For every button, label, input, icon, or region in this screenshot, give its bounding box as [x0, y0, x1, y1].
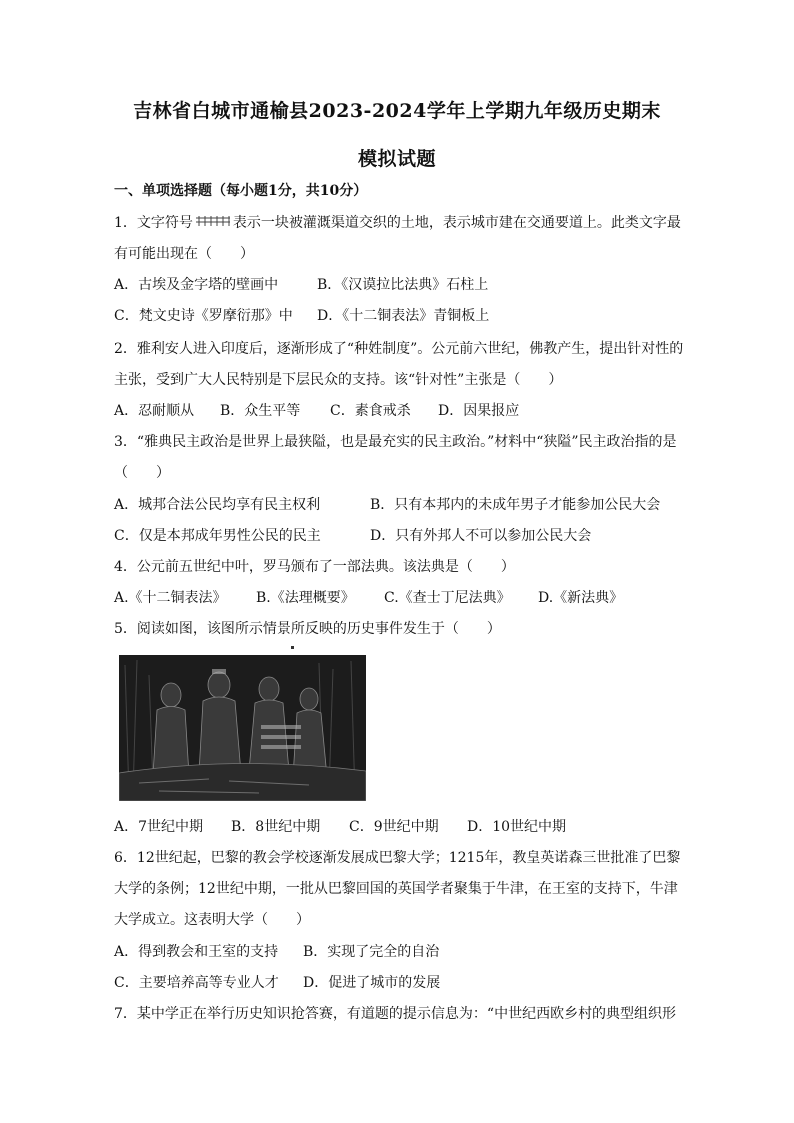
- q3-stem-line2: （ ）: [114, 465, 170, 481]
- q2-option-d: D．因果报应: [438, 403, 520, 419]
- q6-option-d: D．促进了城市的发展: [303, 975, 441, 991]
- q2-stem-line2: 主张，受到广大人民特别是下层民众的支持。该“针对性”主张是（ ）: [114, 372, 563, 388]
- q6-stem-line3: 大学成立。这表明大学（ ）: [114, 912, 310, 928]
- q5-option-a: A．7世纪中期: [114, 819, 204, 835]
- q6-stem-line2: 大学的条例；12世纪中期，一批从巴黎回国的英国学者聚集于牛津，在王室的支持下，牛津: [114, 881, 678, 897]
- scan-speck: [291, 646, 294, 649]
- q1-option-d: D．《十二铜表法》青铜板上: [317, 308, 490, 324]
- exam-title-line2: 模拟试题: [357, 148, 436, 170]
- q6-option-b: B．实现了完全的自治: [303, 944, 440, 960]
- q7-stem: 7．某中学正在举行历史知识抢答赛，有道题的提示信息为：“中世纪西欧乡村的典型组织形: [114, 1006, 677, 1022]
- q2-option-a: A．忍耐顺从: [114, 403, 195, 419]
- q1-option-c: C．梵文史诗《罗摩衍那》中: [114, 308, 293, 324]
- q1-stem-part-b: 表示一块被灌溉渠道交织的土地，表示城市建在交通要道上。此类文字最: [232, 215, 681, 231]
- q3-option-c: C．仅是本邦成年男性公民的民主: [114, 528, 321, 544]
- q4-option-d: D.《新法典》: [538, 590, 624, 606]
- q4-option-a: A.《十二铜表法》: [114, 590, 227, 606]
- q3-stem-line1: 3．“雅典民主政治是世界上最狭隘，也是最充实的民主政治。”材料中“狭隘”民主政治指的是: [114, 434, 677, 450]
- wheat-field-cuneiform-icon: [195, 216, 231, 227]
- q4-option-b: B.《法理概要》: [256, 590, 355, 606]
- q3-option-b: B．只有本邦内的未成年男子才能参加公民大会: [370, 497, 661, 513]
- engraving-figures-illustration: [119, 655, 366, 801]
- exam-title-line1: 吉林省白城市通榆县2023-2024学年上学期九年级历史期末: [133, 100, 661, 122]
- q4-option-c: C.《查士丁尼法典》: [384, 590, 511, 606]
- q1-stem-line2: 有可能出现在（ ）: [114, 246, 254, 262]
- q2-stem-line1: 2．雅利安人进入印度后，逐渐形成了“种姓制度”。公元前六世纪，佛教产生，提出针对性的: [114, 341, 684, 357]
- q2-option-b: B．众生平等: [220, 403, 301, 419]
- q5-stem: 5．阅读如图，该图所示情景所反映的历史事件发生于（ ）: [114, 621, 501, 637]
- q5-option-d: D．10世纪中期: [467, 819, 567, 835]
- q2-option-c: C．素食戒杀: [330, 403, 411, 419]
- q3-option-a: A．城邦合法公民均享有民主权利: [114, 497, 321, 513]
- q1-stem-line1: [114, 212, 681, 232]
- q3-option-d: D．只有外邦人不可以参加公民大会: [370, 528, 592, 544]
- q1-option-b: B．《汉谟拉比法典》石柱上: [317, 277, 489, 293]
- q4-stem: 4．公元前五世纪中叶，罗马颁布了一部法典。该法典是（ ）: [114, 559, 515, 575]
- q6-option-a: A．得到教会和王室的支持: [114, 944, 279, 960]
- q6-stem-line1: 6．12世纪起，巴黎的教会学校逐渐发展成巴黎大学；1215年，教皇英诺森三世批准了巴黎: [114, 850, 681, 866]
- section-heading: 一、单项选择题（每小题1分，共10分）: [114, 183, 368, 199]
- q6-option-c: C．主要培养高等专业人才: [114, 975, 279, 991]
- q5-option-b: B．8世纪中期: [231, 819, 321, 835]
- historical-engraving-image: [119, 655, 366, 801]
- q1-option-a: A．古埃及金字塔的壁画中: [114, 277, 279, 293]
- q1-stem-part-a: 1．文字符号: [114, 215, 193, 231]
- q5-option-c: C．9世纪中期: [349, 819, 439, 835]
